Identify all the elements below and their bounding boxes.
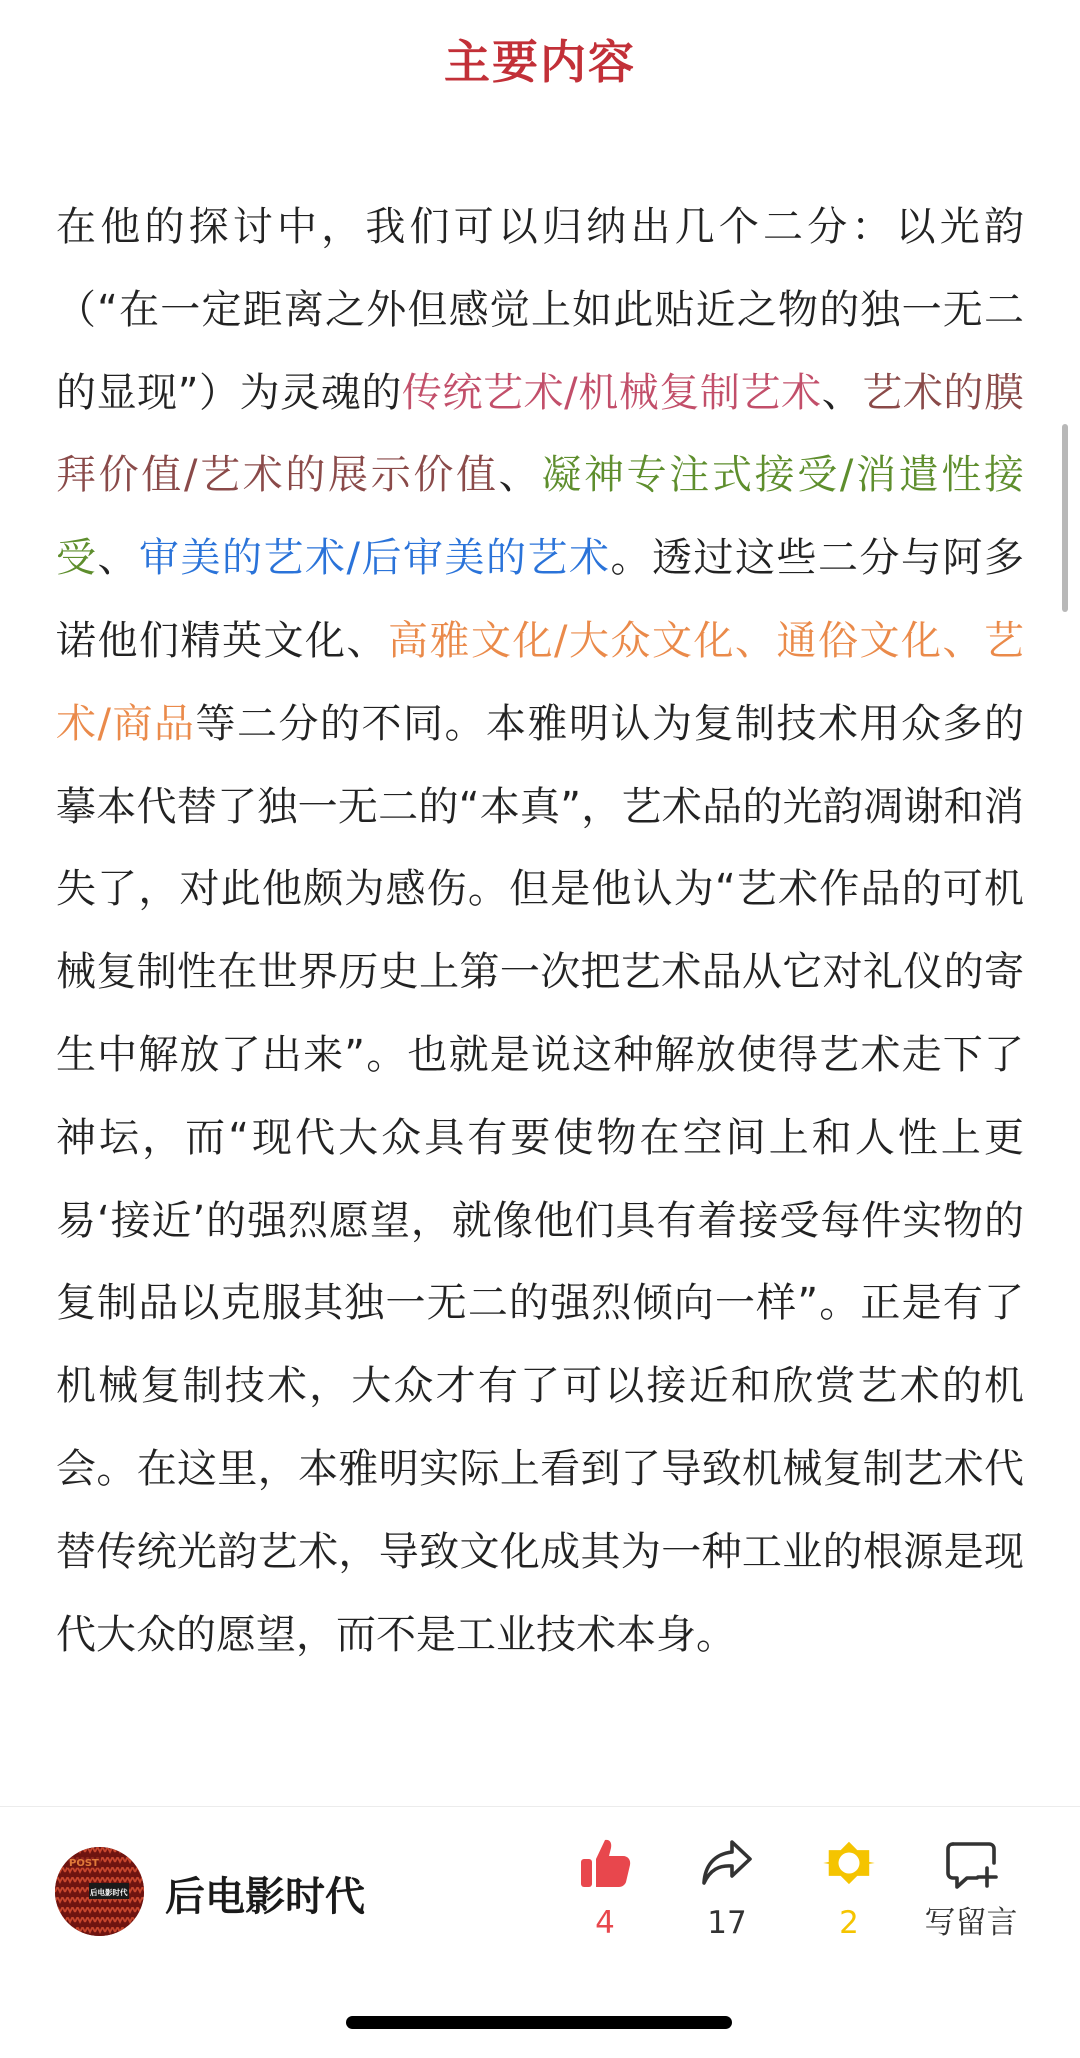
comment-plus-icon [943,1835,999,1891]
highlight-concentration-vs-distraction: 凝神专注式接受/消遣性接受 [56,452,1024,582]
star-count: 2 [839,1905,859,1941]
account-name[interactable]: 后电影时代 [165,1874,365,1920]
avatar-text-badge: 后电影时代 [90,1888,128,1897]
article-text: 等二分的不同。本雅明认为复制技术用众多的摹本代替了独一无二的“本真”，艺术品的光韵凋谢和消失了，对此他颇为感伤。但是他认为“艺术作品的可机械复制性在世界历史上第一次把艺术品从它对礼仪的寄生中解放了出来”。也就是说这种解放使得艺术走下了神坛，而“现代大众具有要使物在空间上和人性上更易‘接近’的强烈愿望，就像他们具有着接受每件实物的复制品以克服其独一无二的强烈倾向一样”。正是有了机械复制技术，大众才有了可以接近和欣赏艺术的机会。在这里，本雅明实际上看到了导致机械复制艺术代替传统光韵艺术，导致文化成其为一种工业的根源是现代大众的愿望，而不是工业技术本身。 [56,700,1024,1658]
thumbs-up-icon [577,1835,633,1891]
scrollbar[interactable] [1062,424,1068,612]
article-text: 、 [821,369,863,416]
share-count: 17 [707,1905,747,1941]
highlight-high-vs-mass-culture: 高雅文化/大众文化、通俗文化、艺术/商品 [56,617,1025,747]
article-footer-bar [0,1807,1080,1987]
star-button[interactable] [794,1835,904,1941]
account-avatar[interactable] [55,1847,144,1936]
article-text: 、 [498,452,542,499]
avatar-logo-icon [55,1847,144,1936]
like-count: 4 [595,1905,615,1941]
highlight-traditional-vs-mechanical-art: 传统艺术/机械复制艺术 [401,369,822,416]
share-arrow-icon [699,1835,755,1891]
star-icon [821,1835,877,1891]
article-text: 、 [97,535,140,582]
highlight-cult-vs-exhibition-value: 艺术的膜拜价值/艺术的展示价值 [56,369,1024,499]
like-button[interactable] [550,1835,660,1941]
write-comment-label: 写留言 [924,1905,1018,1941]
highlight-aesthetic-vs-post-aesthetic: 审美的艺术/后审美的艺术 [139,535,611,582]
write-comment-button[interactable] [916,1835,1026,1941]
article-text: 在他的探讨中，我们可以归纳出几个二分：以光韵（“在一定距离之外但感觉上如此贴近之物的独一无二的显现”）为灵魂的 [56,204,1024,416]
share-button[interactable] [672,1835,782,1941]
home-indicator[interactable] [346,2016,732,2029]
article-text: 。透过这些二分与阿多诺他们精英文化、 [56,535,1025,664]
avatar-text-post: POST [69,1858,99,1869]
section-title: 主要内容 [444,35,636,89]
article-paragraph [56,186,1024,1676]
article-body [56,186,1024,1676]
